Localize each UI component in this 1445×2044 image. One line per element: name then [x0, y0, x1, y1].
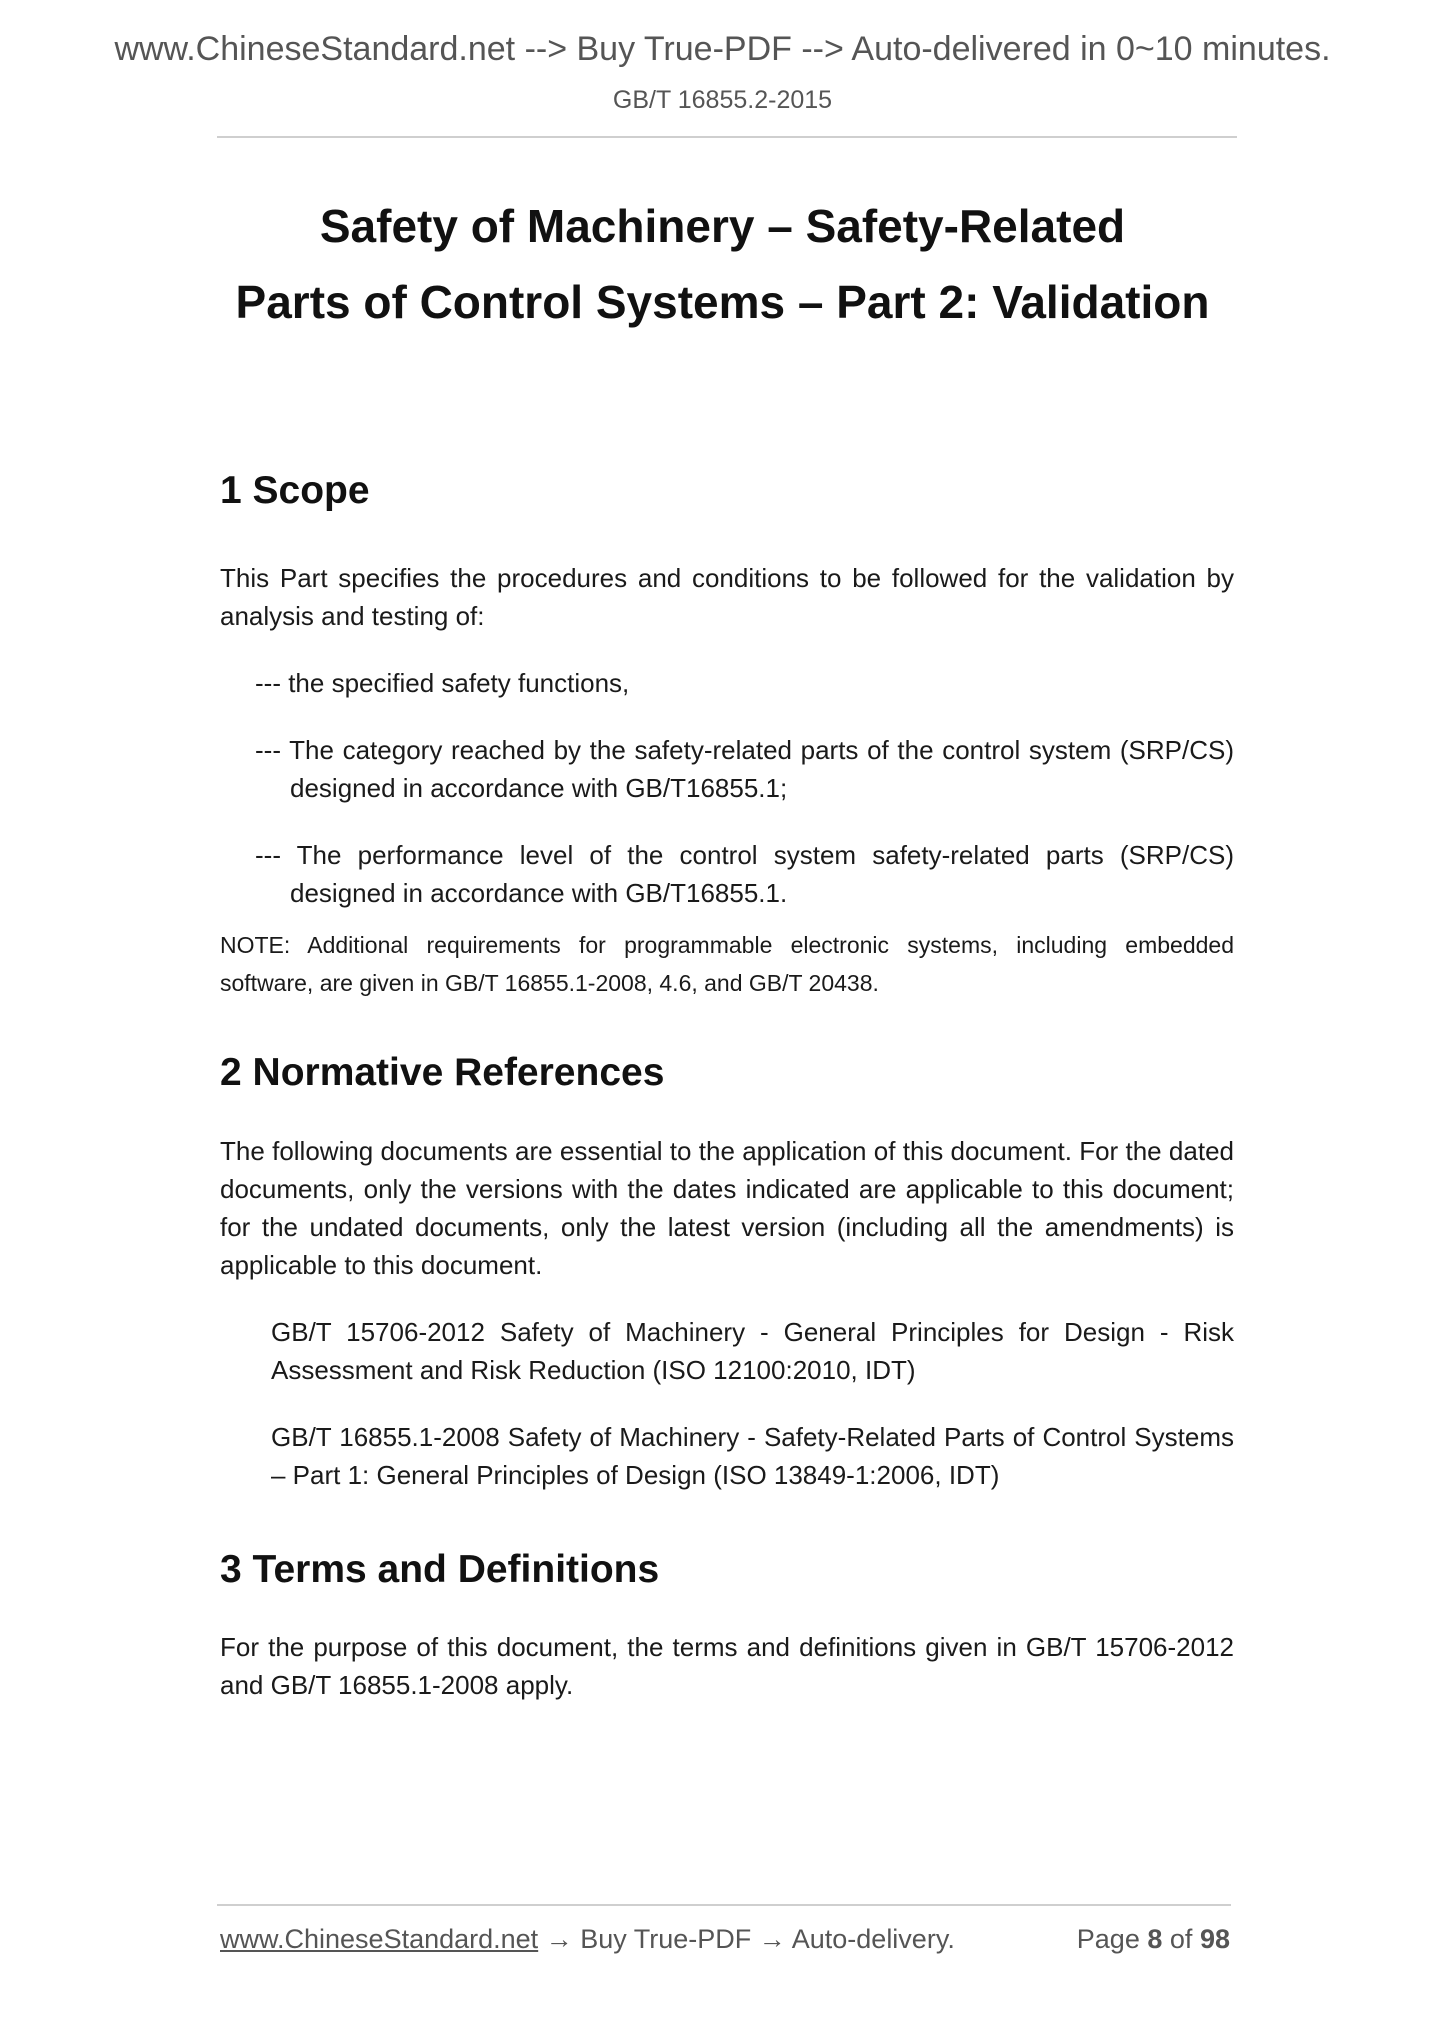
page-footer [220, 1924, 1230, 1955]
page-label: Page [1076, 1924, 1140, 1954]
scope-note: NOTE: Additional requirements for programmable electronic systems, including embedded software, are given in GB/T 16855.1-2008, 4.6, and GB/T 20438. [220, 932, 1234, 996]
scope-intro: This Part specifies the procedures and conditions to be followed for the validation by analysis and testing of: [220, 563, 1234, 631]
document-title [0, 188, 1445, 340]
of-label: of [1169, 1924, 1193, 1954]
scope-item: --- the specified safety functions, [255, 668, 630, 698]
standard-code: GB/T 16855.2-2015 [612, 86, 833, 114]
page-indicator [1077, 1924, 1230, 1955]
section-heading-terms: 3 Terms and Definitions [220, 1548, 660, 1591]
section-heading-scope: 1 Scope [220, 469, 370, 512]
top-banner: www.ChineseStandard.net --> Buy True-PDF --> Auto-delivered in 0~10 minutes. [114, 30, 1331, 68]
terms-text: For the purpose of this document, the terms and definitions given in GB/T 15706-2012 and GB/T 16855.1-2008 apply. [220, 1632, 1234, 1700]
scope-item: --- The performance level of the control system safety-related parts (SRP/CS) designed in accordance with GB/T16855.1. [255, 840, 1234, 908]
section-heading-normative-references: 2 Normative References [220, 1051, 665, 1094]
total-pages: 98 [1199, 1924, 1230, 1954]
footer-site-link[interactable]: www.ChineseStandard.net [220, 1924, 539, 1954]
footer-left [220, 1924, 955, 1955]
normative-intro: The following documents are essential to the application of this document. For the dated documents, only the versions with the dates indicated are applicable to this document; for the undated documents, only the latest version (including all the amendments) is applicable to this document. [220, 1136, 1234, 1280]
scope-item: --- The category reached by the safety-related parts of the control system (SRP/CS) designed in accordance with GB/T16855.1; [255, 735, 1234, 803]
reference-item: GB/T 16855.1-2008 Safety of Machinery - Safety-Related Parts of Control Systems – Part 1: General Principles of Design (ISO 13849-1:2006, IDT) [271, 1422, 1234, 1490]
document-body [220, 465, 1234, 1704]
page-number: 8 [1147, 1924, 1163, 1954]
title-line-1: Safety of Machinery – Safety-Related [319, 200, 1126, 252]
footer-tagline: → Buy True-PDF → Auto-delivery. [538, 1924, 955, 1954]
reference-item: GB/T 15706-2012 Safety of Machinery - General Principles for Design - Risk Assessment and Risk Reduction (ISO 12100:2010, IDT) [271, 1317, 1234, 1385]
title-line-2: Parts of Control Systems – Part 2: Validation [235, 276, 1210, 328]
footer-divider [217, 1904, 1231, 1906]
header-divider [217, 136, 1237, 138]
